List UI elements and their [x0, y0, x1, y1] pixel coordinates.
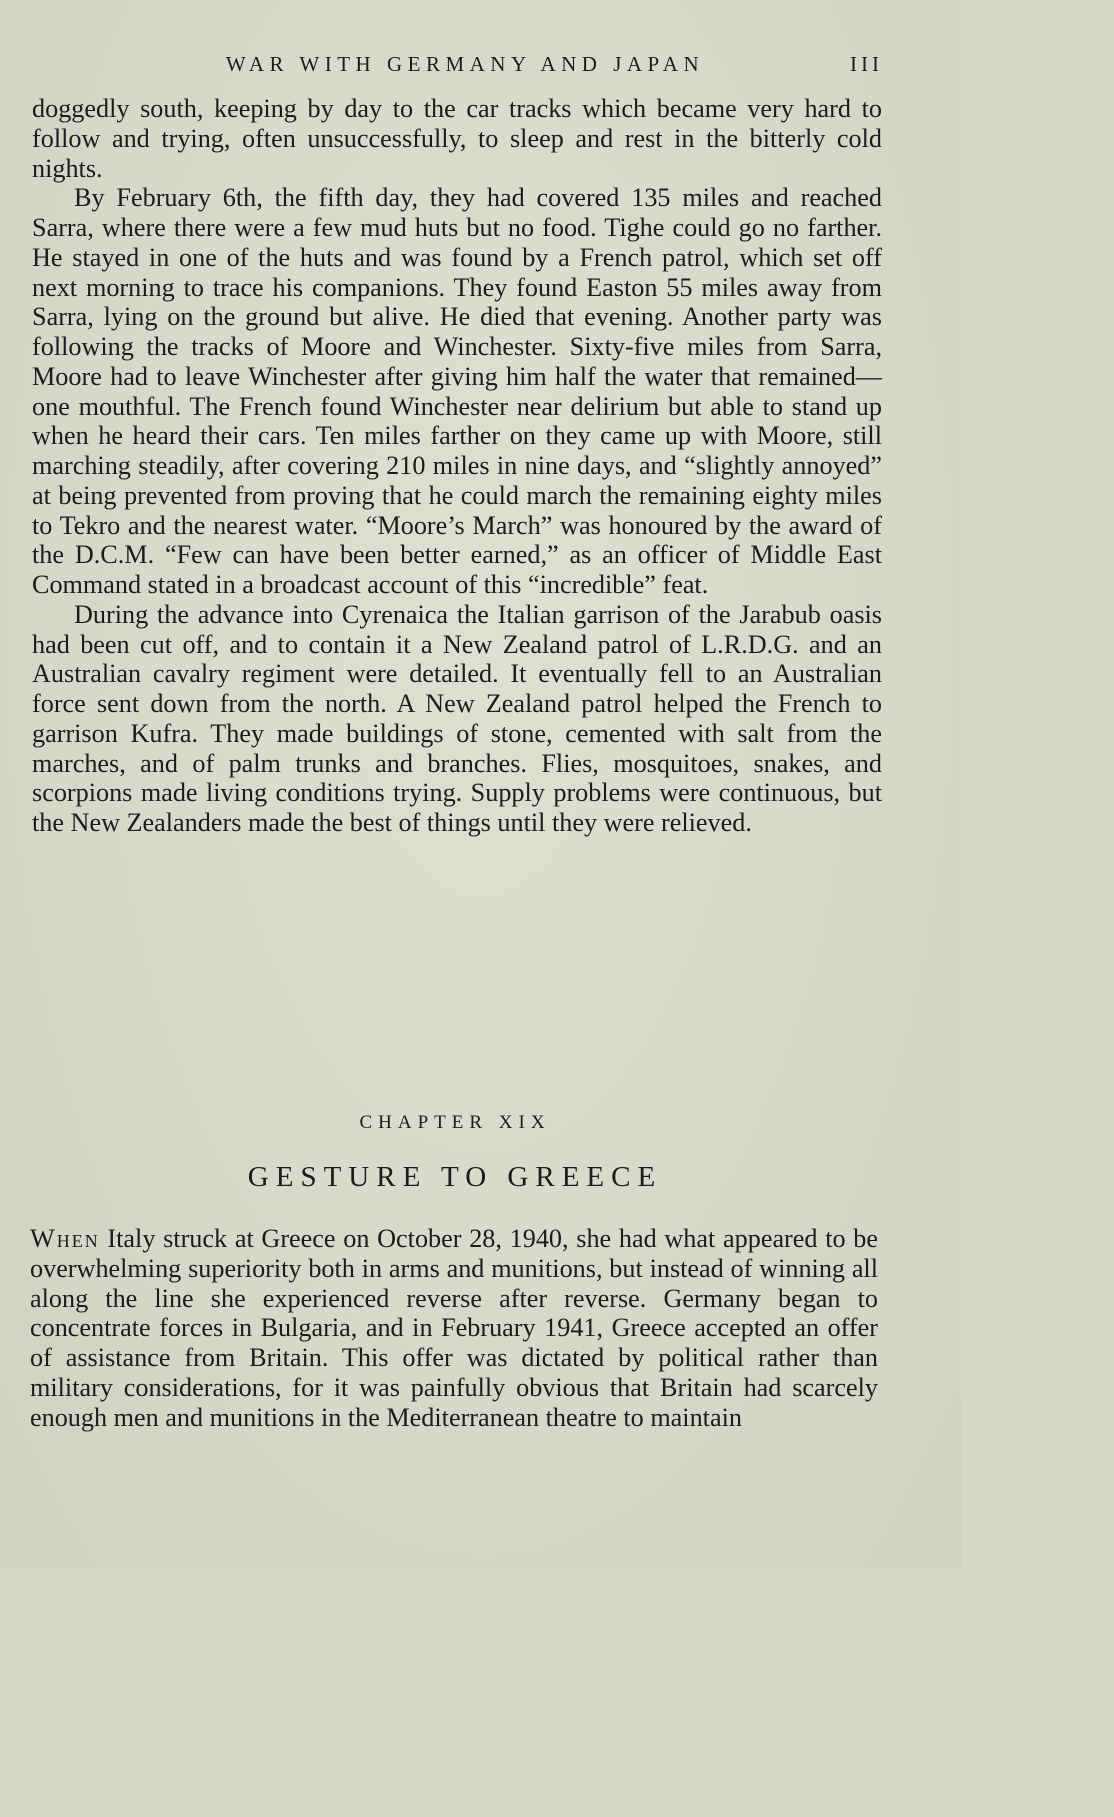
paragraph-continued: doggedly south, keeping by day to the car tracks which became very hard to follow and trying, often unsuccessfully, to sleep and rest in the bitterly cold nights.	[32, 94, 882, 183]
page-number: III	[850, 52, 883, 76]
chapter-opening-paragraph	[30, 1224, 878, 1432]
chapter-label: CHAPTER XIX	[359, 1112, 551, 1133]
running-title: WAR WITH GERMANY AND JAPAN	[225, 52, 705, 76]
opening-text: Italy struck at Greece on October 28, 1940, she had what appeared to be overwhelming superiority both in arms and munitions, but instead of winning all along the line she experienced reverse after reverse. Germany began to concentrate forces in Bulgaria, and in February 1941, Greece accepted an offer of assistance from Britain. This offer was dictated by political rather than military considerations, for it was painfully obvious that Britain had scarcely enough men and munitions in the Mediterranean theatre to maintain	[30, 1224, 878, 1432]
chapter-opening	[30, 1224, 878, 1432]
paragraph-morris-march: By February 6th, the fifth day, they had covered 135 miles and reached Sarra, where there were a few mud huts but no food. Tighe could go no farther. He stayed in one of the huts and was found by a French patrol, which set off next morning to trace his companions. They found Easton 55 miles away from Sarra, lying on the ground but alive. He died that evening. Another party was following the tracks of Moore and Winchester. Sixty-five miles from Sarra, Moore had to leave Winchester after giving him half the water that remained—one mouthful. The French found Winchester near delirium but able to stand up when he heard their cars. Ten miles farther on they came up with Moore, still marching steadily, after covering 210 miles in nine days, and “slightly annoyed” at being prevented from proving that he could march the remaining eighty miles to Tekro and the nearest water. “Moore’s March” was honoured by the award of the D.C.M. “Few can have been better earned,” as an officer of Middle East Command stated in a broadcast account of this “incredible” feat.	[32, 183, 882, 599]
body-text	[32, 94, 882, 838]
lead-word: When	[30, 1224, 100, 1253]
running-head	[0, 52, 961, 82]
paragraph-jarabub-kufra: During the advance into Cyrenaica the Italian garrison of the Jarabub oasis had been cut off, and to contain it a New Zealand patrol of L.R.D.G. and an Australian cavalry regiment were detailed. It eventually fell to an Australian force sent down from the north. A New Zealand patrol helped the French to garrison Kufra. They made buildings of stone, cemented with salt from the marches, and of palm trunks and branches. Flies, mosquitoes, snakes, and scorpions made living conditions trying. Supply problems were continuous, but the New Zealanders made the best of things until they were relieved.	[32, 599, 882, 837]
chapter-title: GESTURE TO GREECE	[247, 1161, 663, 1193]
